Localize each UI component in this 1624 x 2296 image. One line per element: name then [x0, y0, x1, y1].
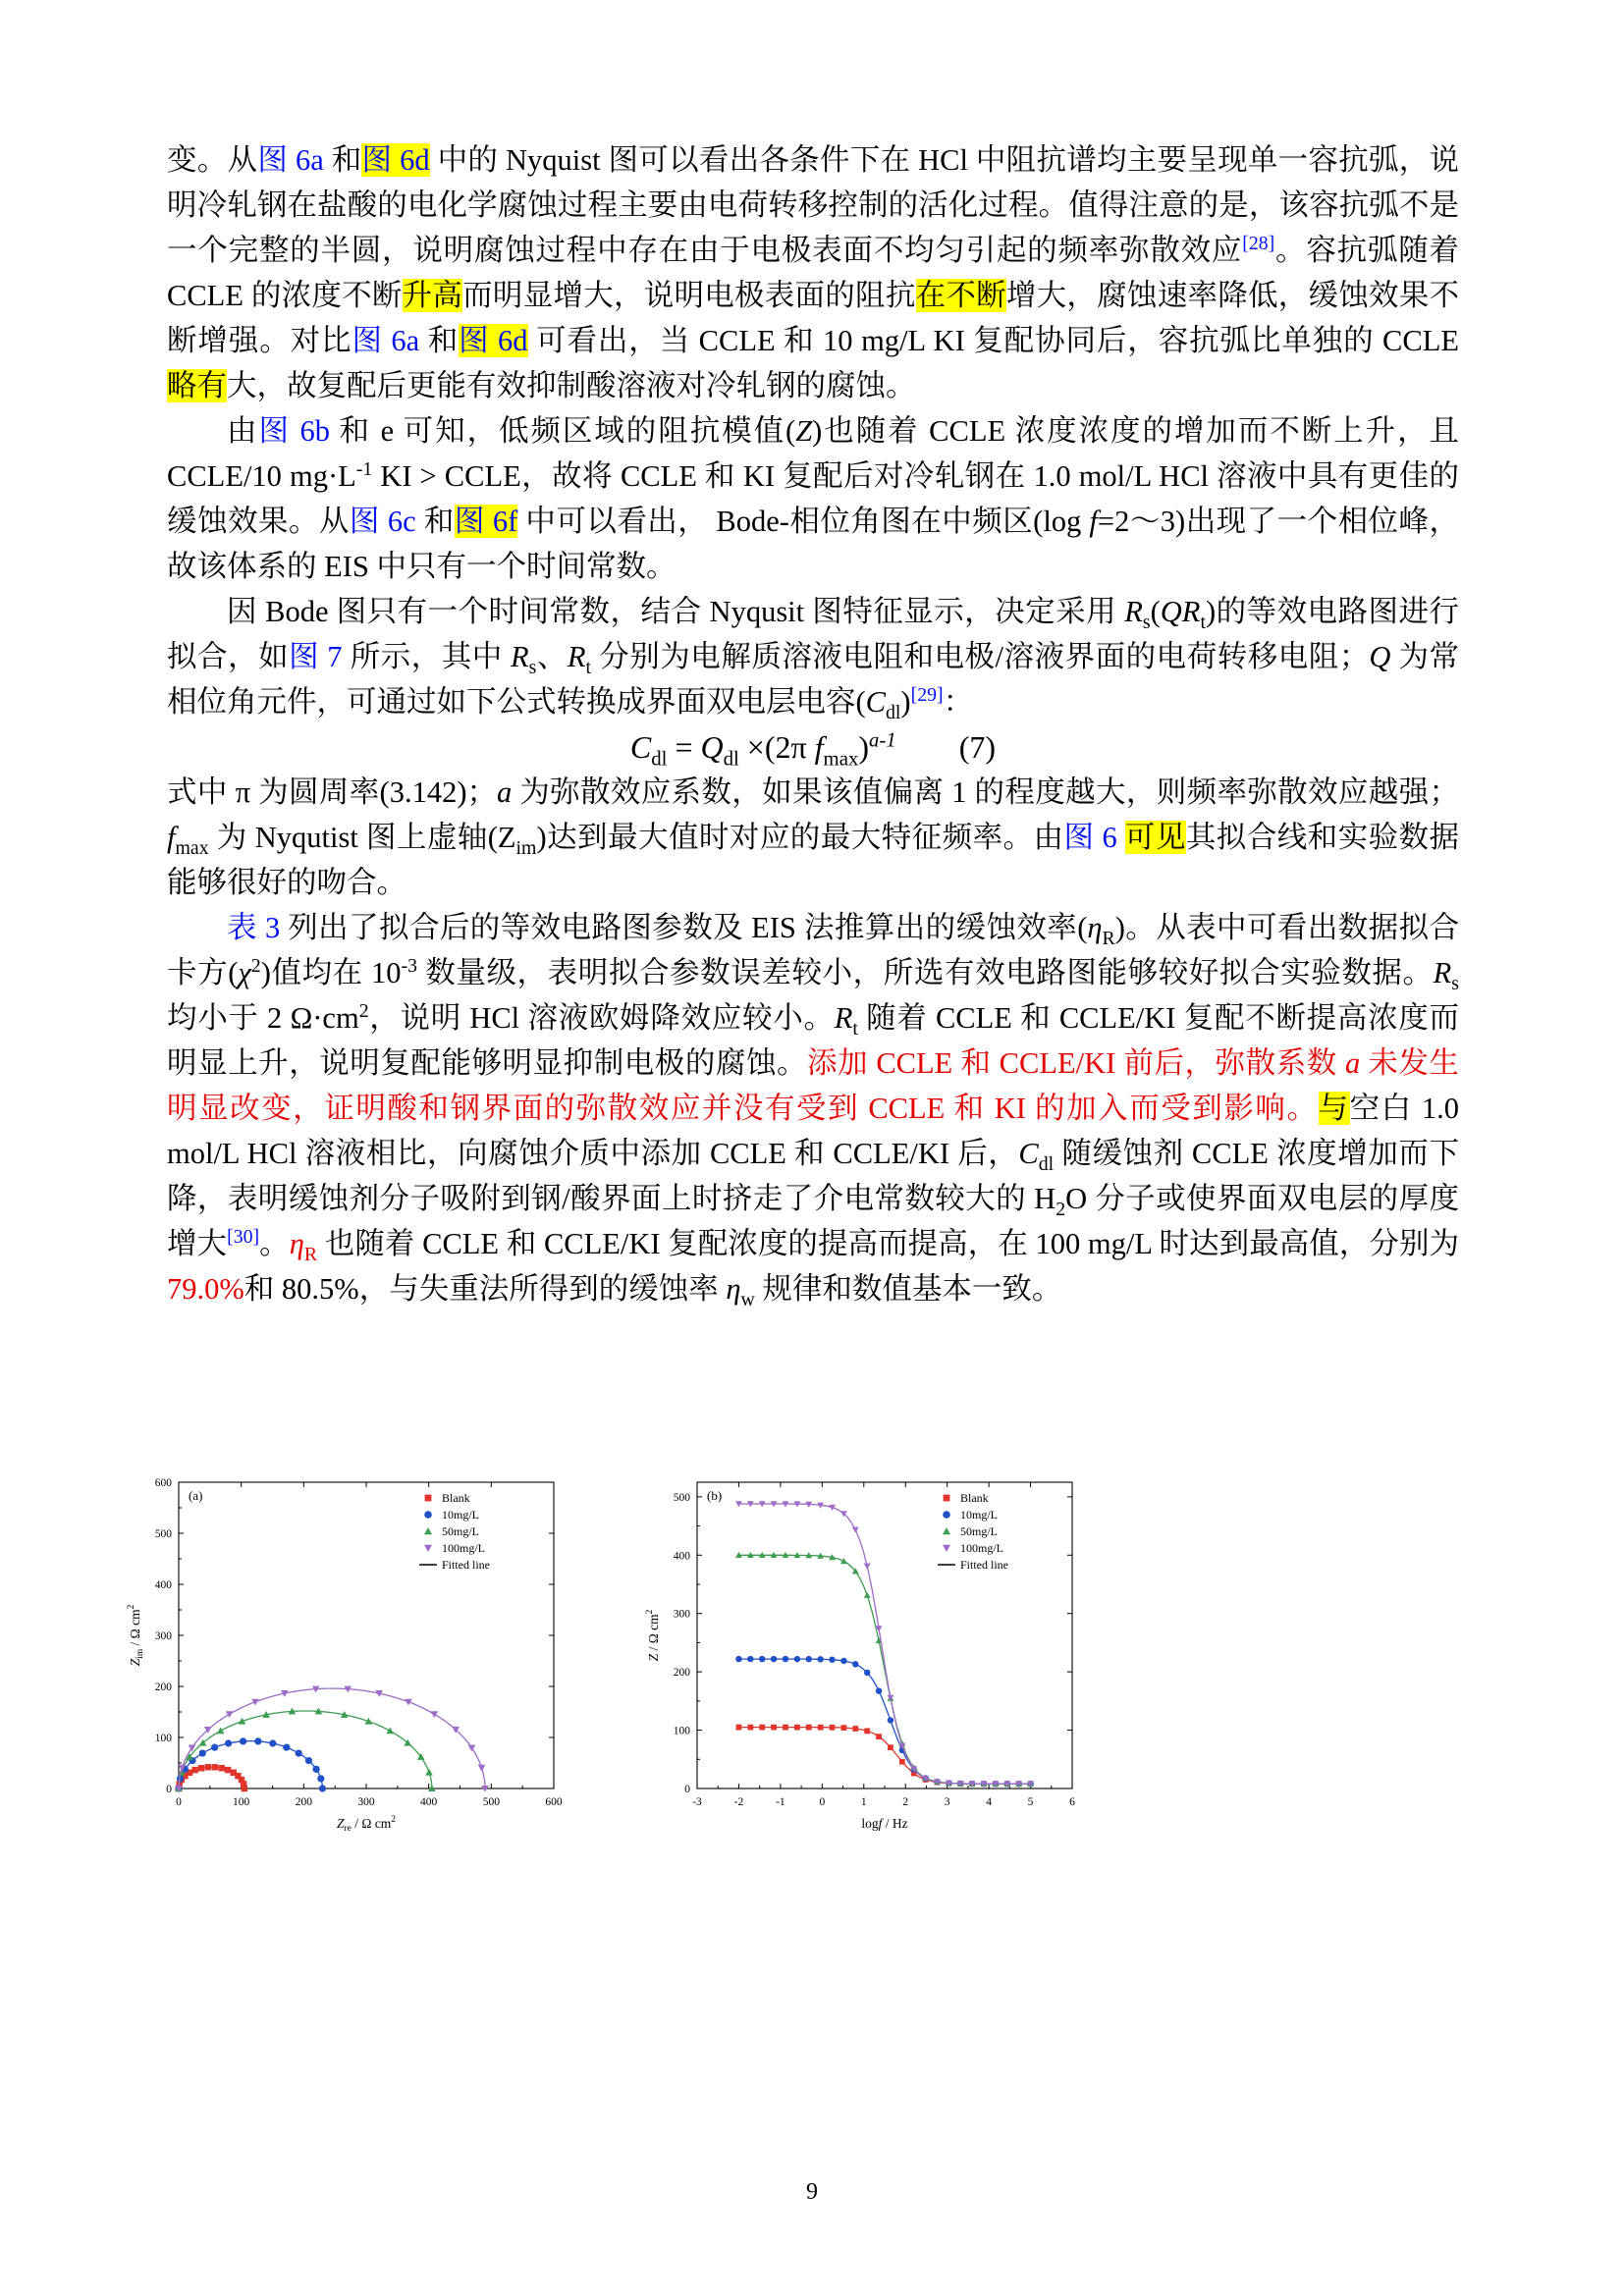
svg-text:100mg/L: 100mg/L	[442, 1541, 485, 1555]
svg-text:400: 400	[154, 1579, 172, 1591]
svg-text:200: 200	[154, 1682, 172, 1693]
svg-text:100mg/L: 100mg/L	[960, 1541, 1003, 1555]
nyquist-chart	[110, 1459, 571, 1842]
svg-text:(a): (a)	[189, 1488, 203, 1503]
svg-text:100: 100	[673, 1725, 690, 1737]
paragraph-5: 表 3 列出了拟合后的等效电路图参数及 EIS 法推算出的缓蚀效率$(\eta_R)$。从表中可看出数据拟合卡方$(\chi^2)$值均在 $10^{-3}$ 数量级，表明拟合参数误差较小，所选有效电路图能够较好拟合实验数据。$R_s$ 均小于 2 $\Omega\cdot cm^2$，说明 HCl 溶液欧姆降效应较小。$R_t$ 随着 CCLE 和 CCLE/KI 复配不断提高浓度而明显上升，说明复配能够明显抑制电极的腐蚀。添加 CCLE 和 CCLE/KI 前后，弥散系数 a 未发生明显改变，证明酸和钢界面的弥散效应并没有受到 CCLE 和 KI 的加入而受到影响。与空白 1.0 mol/L HCl 溶液相比，向腐蚀介质中添加 CCLE 和 CCLE/KI 后，$C_{dl}$ 随缓蚀剂 CCLE 浓度增加而下降，表明缓蚀剂分子吸附到钢/酸界面上时挤走了介电常数较大的 $H_2O$ 分子或使界面双电层的厚度增大[30]。$\eta_R$ 也随着 CCLE 和 CCLE/KI 复配浓度的提高而提高，在 100 mg/L 时达到最高值，分别为 79.0%和 80.5%，与失重法所得到的缓蚀率 $\eta_w$ 规律和数值基本一致。	[167, 911, 1460, 1311]
svg-text:0: 0	[819, 1796, 826, 1808]
svg-text:Blank: Blank	[960, 1491, 989, 1505]
svg-text:-1: -1	[776, 1796, 785, 1808]
svg-text:logf / Hz: logf / Hz	[861, 1816, 908, 1831]
svg-text:(b): (b)	[707, 1488, 723, 1503]
svg-text:500: 500	[482, 1796, 500, 1808]
figure-charts	[110, 1459, 1624, 1842]
paragraph-4: 式中 π 为圆周率(3.142)；a 为弥散效应系数，如果该值偏离 1 的程度越大，则频率弥散效应越强；$f_{max}$ 为 Nyqutist 图上虚轴$(Z_{im})$达到最大值时对应的最大特征频率。由图 6 可见其拟合线和实验数据能够很好的吻合。	[167, 775, 1460, 899]
svg-text:2: 2	[902, 1796, 909, 1808]
paragraph-3: 因 Bode 图只有一个时间常数，结合 Nyqusit 图特征显示，决定采用 $R_s(QR_t)$的等效电路图进行拟合，如图 7 所示，其中 $R_s$、$R_t$ 分别为电解质溶液电阻和电极/溶液界面的电荷转移电阻；Q 为常相位角元件，可通过如下公式转换成界面双电层电容$(C_{dl})[29]$：	[167, 595, 1460, 724]
svg-text:500: 500	[154, 1528, 172, 1540]
svg-text:300: 300	[154, 1630, 172, 1642]
bode-chart	[628, 1459, 1090, 1842]
svg-text:10mg/L: 10mg/L	[442, 1508, 479, 1522]
svg-text:3: 3	[944, 1796, 950, 1808]
svg-text:6: 6	[1069, 1796, 1075, 1808]
svg-text:5: 5	[1027, 1796, 1034, 1808]
svg-text:200: 200	[673, 1667, 690, 1680]
paragraph-1: 变。从图 6a 和图 6d 中的 Nyquist 图可以看出各条件下在 HCl 中阻抗谱均主要呈现单一容抗弧，说明冷轧钢在盐酸的电化学腐蚀过程主要由电荷转移控制的活化过程。值得注意的是，该容抗弧不是一个完整的半圆，说明腐蚀过程中存在由于电极表面不均匀引起的频率弥散效应[28]。容抗弧随着 CCLE 的浓度不断升高而明显增大，说明电极表面的阻抗在不断增大，腐蚀速率降低，缓蚀效果不断增强。对比图 6a 和图 6d 可看出，当 CCLE 和 10 mg/L KI 复配协同后，容抗弧比单独的 CCLE 略有大，故复配后更能有效抑制酸溶液对冷轧钢的腐蚀。	[167, 143, 1460, 402]
svg-text:100: 100	[154, 1733, 172, 1744]
svg-text:300: 300	[357, 1796, 375, 1808]
svg-text:Zre / Ω cm2: $Z_{re}$ / Ω $cm^2$	[337, 1815, 396, 1834]
svg-text:600: 600	[545, 1796, 563, 1808]
svg-text:Fitted line: Fitted line	[960, 1558, 1008, 1572]
svg-text:4: 4	[986, 1796, 992, 1808]
svg-text:100: 100	[233, 1796, 250, 1808]
page-number: 9	[806, 2179, 818, 2205]
svg-text:10mg/L: 10mg/L	[960, 1508, 998, 1522]
svg-text:500: 500	[673, 1491, 690, 1504]
svg-text:-3: -3	[692, 1796, 702, 1808]
svg-text:0: 0	[684, 1784, 690, 1795]
svg-text:300: 300	[673, 1608, 690, 1621]
svg-text:-2: -2	[733, 1796, 744, 1808]
equation-7: $C_{dl} = Q_{dl} \times(2\pi$ $f_{max})^{a-1}$ (7)	[629, 728, 997, 771]
svg-text:600: 600	[154, 1477, 172, 1489]
svg-text:Fitted line: Fitted line	[442, 1558, 490, 1572]
svg-text:50mg/L: 50mg/L	[442, 1524, 479, 1538]
svg-text:Blank: Blank	[442, 1491, 470, 1505]
svg-text:400: 400	[673, 1550, 690, 1563]
svg-text:0: 0	[166, 1784, 172, 1795]
svg-text:Z / Ω cm2: Z / Ω $cm^2$	[645, 1609, 661, 1662]
svg-text:0: 0	[176, 1796, 182, 1808]
svg-text:Zim / Ω cm2: $Z_{im}$ / Ω $cm^2$	[127, 1604, 145, 1667]
svg-text:1: 1	[860, 1796, 867, 1808]
svg-text:50mg/L: 50mg/L	[960, 1524, 998, 1538]
paragraph-2: 由图 6b 和 e 可知，低频区域的阻抗模值(Z)也随着 CCLE 浓度浓度的增加而不断上升，且 CCLE/10 $mg\cdot L^{-1}$ KI > CCLE，故将 CCLE 和 KI 复配后对冷轧钢在 1.0 mol/L HCl 溶液中具有更佳的缓蚀效果。从图 6c 和图 6f 中可以看出， Bode-相位角图在中频区(log f=2～3)出现了一个相位峰，故该体系的 EIS 中只有一个时间常数。	[167, 414, 1460, 583]
svg-text:200: 200	[295, 1796, 312, 1808]
svg-text:400: 400	[420, 1796, 438, 1808]
